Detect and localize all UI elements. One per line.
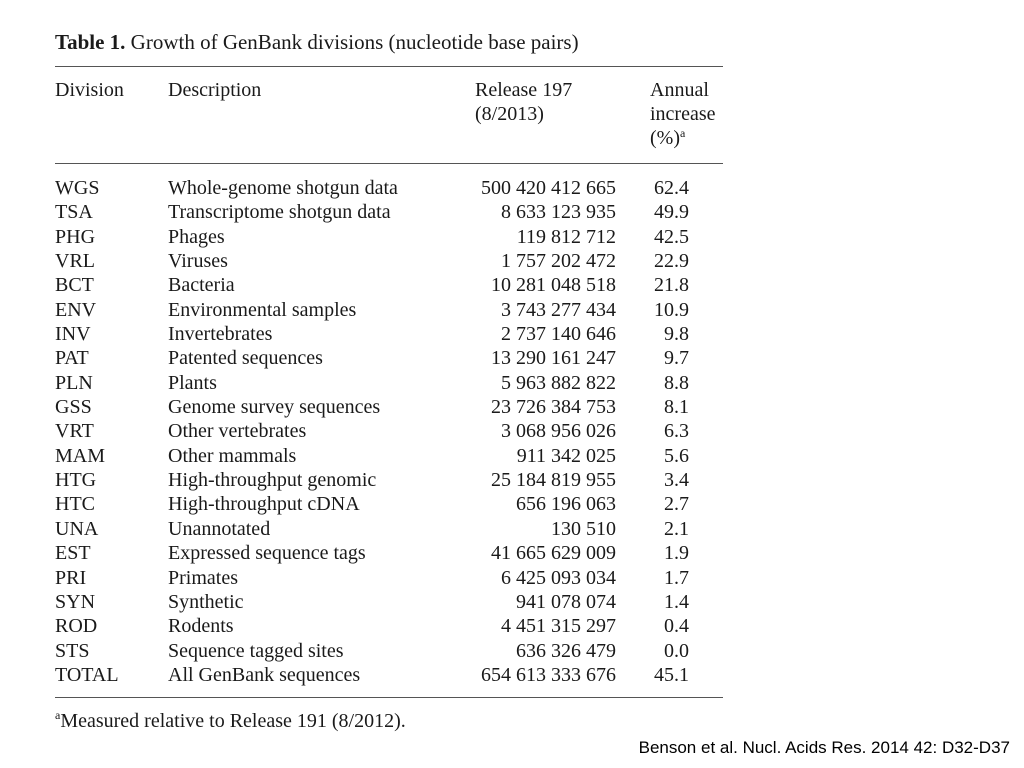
division-cell: STS (55, 639, 90, 662)
increase-cell: 5.6 (664, 444, 689, 467)
increase-cell: 1.9 (664, 542, 689, 565)
footnote (55, 710, 406, 733)
description-cell: Plants (168, 371, 217, 394)
description-cell: Environmental samples (168, 298, 357, 321)
division-cell: UNA (55, 517, 99, 540)
increase-cell: 0.4 (664, 615, 689, 638)
table-row (55, 249, 723, 273)
header-division: Division (55, 79, 124, 101)
increase-cell: 8.1 (664, 396, 689, 419)
description-cell: Transcriptome shotgun data (168, 201, 391, 224)
top-rule (55, 66, 723, 67)
division-cell: PLN (55, 371, 93, 394)
description-cell: Unannotated (168, 517, 271, 540)
citation-credit: Benson et al. Nucl. Acids Res. 2014 42: D32-D37 (638, 738, 1010, 757)
description-cell: Other mammals (168, 444, 297, 467)
division-cell: ROD (55, 615, 98, 638)
table-row (55, 566, 723, 590)
header-increase-line3: (%) (650, 127, 680, 149)
header-rule (55, 163, 723, 164)
table-row (55, 322, 723, 346)
header-increase-line2: increase (650, 103, 716, 125)
description-cell: Synthetic (168, 590, 244, 613)
table-row (55, 419, 723, 443)
division-cell: GSS (55, 396, 92, 419)
division-cell: VRL (55, 250, 95, 273)
increase-cell: 10.9 (654, 298, 689, 321)
division-cell: WGS (55, 177, 100, 199)
description-cell: High-throughput genomic (168, 469, 377, 492)
increase-cell: 22.9 (654, 250, 689, 273)
description-cell: Phages (168, 225, 225, 248)
footnote-mark: a (55, 708, 61, 722)
description-cell: High-throughput cDNA (168, 493, 360, 516)
table-row (55, 346, 723, 370)
division-cell: PRI (55, 566, 87, 589)
increase-cell: 6.3 (664, 420, 689, 443)
division-cell: PHG (55, 225, 96, 248)
description-cell: Sequence tagged sites (168, 639, 344, 662)
description-cell: Bacteria (168, 274, 235, 297)
increase-cell: 1.4 (664, 590, 689, 613)
increase-cell: 45.1 (654, 663, 689, 686)
table-row (55, 395, 723, 419)
release-cell: 13 290 161 247 (491, 347, 616, 370)
table-row (55, 273, 723, 297)
table-body (55, 176, 723, 687)
table-label: Table 1. (55, 30, 126, 54)
table-row (55, 614, 723, 638)
release-cell: 119 812 712 (516, 225, 616, 248)
increase-cell: 2.1 (664, 517, 689, 540)
increase-cell: 21.8 (654, 274, 689, 297)
release-cell: 25 184 819 955 (491, 469, 616, 492)
table-row (55, 298, 723, 322)
release-cell: 654 613 333 676 (481, 663, 616, 686)
release-cell: 130 510 (551, 517, 616, 540)
division-cell: INV (55, 323, 91, 346)
release-cell: 3 068 956 026 (501, 420, 616, 443)
division-cell: TSA (55, 201, 93, 224)
release-cell: 23 726 384 753 (491, 396, 616, 419)
table-row (55, 639, 723, 663)
description-cell: Whole-genome shotgun data (168, 177, 398, 199)
release-cell: 5 963 882 822 (501, 371, 616, 394)
table-row (55, 517, 723, 541)
footnote-text: Measured relative to Release 191 (8/2012). (60, 710, 406, 732)
table-row (55, 371, 723, 395)
bottom-rule (55, 697, 723, 698)
release-cell: 41 665 629 009 (491, 542, 616, 565)
increase-cell: 8.8 (664, 371, 689, 394)
table-row (55, 200, 723, 224)
release-cell: 3 743 277 434 (501, 298, 616, 321)
table-title: Growth of GenBank divisions (nucleotide base pairs) (130, 30, 579, 54)
header-release-line2: (8/2013) (475, 103, 544, 125)
division-cell: SYN (55, 590, 96, 613)
division-cell: HTC (55, 493, 95, 516)
table-row (55, 492, 723, 516)
header-increase-line1: Annual (650, 79, 709, 101)
release-cell: 6 425 093 034 (501, 566, 616, 589)
release-cell: 911 342 025 (516, 444, 616, 467)
description-cell: All GenBank sequences (168, 663, 361, 686)
description-cell: Expressed sequence tags (168, 542, 366, 565)
description-cell: Invertebrates (168, 323, 273, 346)
header-increase-footnote-mark: a (679, 126, 686, 140)
header-increase (650, 78, 716, 150)
division-cell: HTG (55, 469, 97, 492)
increase-cell: 9.7 (664, 347, 689, 370)
table-row (55, 541, 723, 565)
increase-cell: 2.7 (664, 493, 689, 516)
division-cell: BCT (55, 274, 94, 297)
release-cell: 500 420 412 665 (481, 177, 616, 199)
increase-cell: 0.0 (664, 639, 689, 662)
increase-cell: 3.4 (664, 469, 689, 492)
increase-cell: 1.7 (664, 566, 689, 589)
table-row (55, 225, 723, 249)
header-description: Description (168, 79, 262, 101)
description-cell: Patented sequences (168, 347, 323, 370)
description-cell: Viruses (168, 250, 228, 273)
release-cell: 2 737 140 646 (501, 323, 616, 346)
table-row (55, 444, 723, 468)
division-cell: EST (55, 542, 91, 565)
division-cell: PAT (55, 347, 89, 370)
division-cell: TOTAL (55, 663, 119, 686)
release-cell: 656 196 063 (516, 493, 616, 516)
table-row (55, 663, 723, 687)
release-cell: 636 326 479 (516, 639, 616, 662)
header-release (475, 78, 572, 126)
division-cell: VRT (55, 420, 94, 443)
table-row (55, 590, 723, 614)
division-cell: MAM (55, 444, 106, 467)
release-cell: 941 078 074 (516, 590, 616, 613)
table-caption (55, 30, 579, 55)
table-row (55, 176, 723, 200)
table-row (55, 468, 723, 492)
description-cell: Rodents (168, 615, 234, 638)
increase-cell: 9.8 (664, 323, 689, 346)
increase-cell: 42.5 (654, 225, 689, 248)
header-release-line1: Release 197 (475, 79, 573, 101)
description-cell: Other vertebrates (168, 420, 307, 443)
description-cell: Primates (168, 566, 238, 589)
increase-cell: 49.9 (654, 201, 689, 224)
release-cell: 8 633 123 935 (501, 201, 616, 224)
division-cell: ENV (55, 298, 97, 321)
description-cell: Genome survey sequences (168, 396, 381, 419)
release-cell: 1 757 202 472 (501, 250, 616, 273)
increase-cell: 62.4 (654, 177, 689, 199)
release-cell: 10 281 048 518 (491, 274, 616, 297)
release-cell: 4 451 315 297 (501, 615, 616, 638)
